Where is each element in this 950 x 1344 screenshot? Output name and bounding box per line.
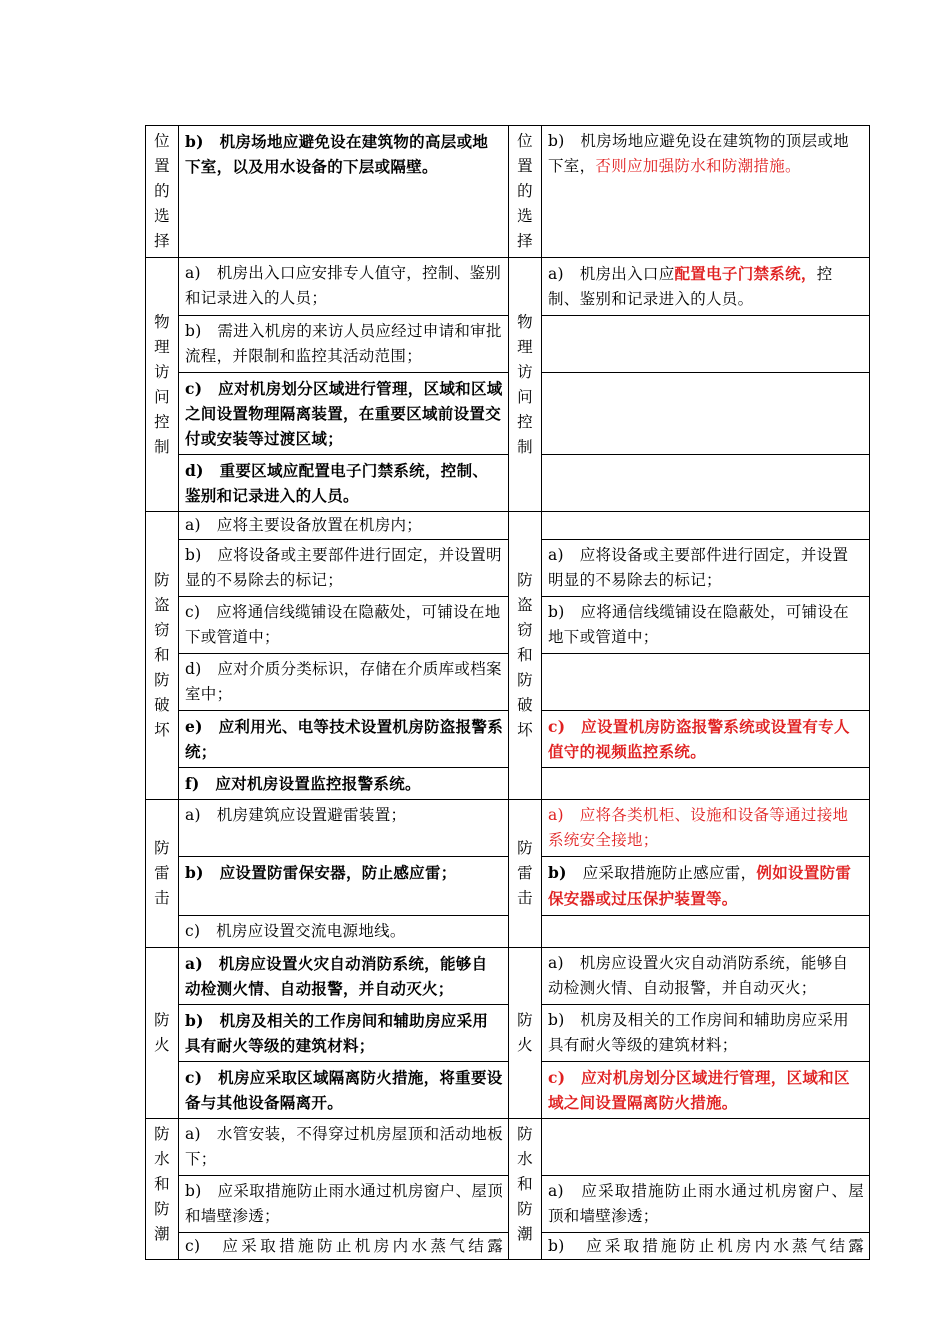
category-location-left: 位置的选择 xyxy=(146,126,179,258)
row-water-3 xyxy=(146,1233,870,1260)
category-theft-right: 防盗窃和防破坏 xyxy=(509,512,542,800)
category-access-right: 物理访问控制 xyxy=(509,258,542,512)
row-access-4 xyxy=(146,455,870,512)
theft-left-item-b: b) 应将设备或主要部件进行固定，并设置明显的不易除去的标记； xyxy=(179,540,509,597)
row-theft-6 xyxy=(146,768,870,800)
fire-right-item-c: c) 应对机房划分区域进行管理，区域和区域之间设置隔离防火措施。 xyxy=(542,1062,870,1119)
location-right-item: b) 机房场地应避免设在建筑物的顶层或地下室，否则应加强防水和防潮措施。 xyxy=(542,126,870,258)
category-water-left: 防水和防潮 xyxy=(146,1119,179,1260)
row-fire-2 xyxy=(146,1005,870,1062)
theft-left-item-d: d) 应对介质分类标识，存储在介质库或档案室中； xyxy=(179,654,509,711)
row-water-1 xyxy=(146,1119,870,1176)
row-fire-1 xyxy=(146,948,870,1005)
comparison-table xyxy=(145,125,870,1260)
fire-left-item-a: a) 机房应设置火灾自动消防系统，能够自动检测火情、自动报警，并自动灭火； xyxy=(179,948,509,1005)
theft-left-item-f: f) 应对机房设置监控报警系统。 xyxy=(179,768,509,800)
theft-right-item-a: a) 应将设备或主要部件进行固定，并设置明显的不易除去的标记； xyxy=(542,540,870,597)
theft-right-item-b: b) 应将通信线缆铺设在隐蔽处，可铺设在地下或管道中； xyxy=(542,597,870,654)
category-fire-right: 防火 xyxy=(509,948,542,1119)
lightning-right-empty xyxy=(542,916,870,948)
row-theft-1 xyxy=(146,512,870,540)
theft-left-item-c: c) 应将通信线缆铺设在隐蔽处，可铺设在地下或管道中； xyxy=(179,597,509,654)
lightning-left-item-c: c) 机房应设置交流电源地线。 xyxy=(179,916,509,948)
access-left-item-d: d) 重要区域应配置电子门禁系统，控制、鉴别和记录进入的人员。 xyxy=(179,455,509,512)
category-lightning-left: 防雷击 xyxy=(146,800,179,948)
access-right-item-a: a) 机房出入口应配置电子门禁系统，控制、鉴别和记录进入的人员。 xyxy=(542,258,870,316)
water-left-item-b: b) 应采取措施防止雨水通过机房窗户、屋顶和墙壁渗透； xyxy=(179,1176,509,1233)
access-left-item-c: c) 应对机房划分区域进行管理，区域和区域之间设置物理隔离装置，在重要区域前设置交付或安装等过渡区域； xyxy=(179,373,509,455)
row-lightning-1 xyxy=(146,800,870,857)
category-theft-left: 防盗窃和防破坏 xyxy=(146,512,179,800)
row-location xyxy=(146,126,870,258)
fire-left-item-b: b) 机房及相关的工作房间和辅助房应采用具有耐火等级的建筑材料； xyxy=(179,1005,509,1062)
category-fire-left: 防火 xyxy=(146,948,179,1119)
category-water-right: 防水和防潮 xyxy=(509,1119,542,1260)
row-theft-2 xyxy=(146,540,870,597)
water-right-empty xyxy=(542,1119,870,1176)
row-lightning-2 xyxy=(146,857,870,916)
access-left-item-b: b) 需进入机房的来访人员应经过申请和审批流程，并限制和监控其活动范围； xyxy=(179,316,509,373)
row-access-3 xyxy=(146,373,870,455)
theft-right-item-c: c) 应设置机房防盗报警系统或设置有专人值守的视频监控系统。 xyxy=(542,711,870,768)
water-right-item-a: a) 应采取措施防止雨水通过机房窗户、屋顶和墙壁渗透； xyxy=(542,1176,870,1233)
row-access-1 xyxy=(146,258,870,316)
lightning-left-item-b: b) 应设置防雷保安器，防止感应雷； xyxy=(179,857,509,916)
row-water-2 xyxy=(146,1176,870,1233)
lightning-right-item-b: b) 应采取措施防止感应雷，例如设置防雷保安器或过压保护装置等。 xyxy=(542,857,870,916)
access-right-empty xyxy=(542,373,870,455)
water-left-item-a: a) 水管安装，不得穿过机房屋顶和活动地板下； xyxy=(179,1119,509,1176)
row-access-2 xyxy=(146,316,870,373)
row-lightning-3 xyxy=(146,916,870,948)
fire-left-item-c: c) 机房应采取区域隔离防火措施，将重要设备与其他设备隔离开。 xyxy=(179,1062,509,1119)
location-left-item: b) 机房场地应避免设在建筑物的高层或地下室，以及用水设备的下层或隔壁。 xyxy=(179,126,509,258)
theft-right-empty xyxy=(542,512,870,540)
row-theft-3 xyxy=(146,597,870,654)
theft-left-item-e: e) 应利用光、电等技术设置机房防盗报警系统； xyxy=(179,711,509,768)
theft-right-empty xyxy=(542,768,870,800)
category-location-right: 位置的选择 xyxy=(509,126,542,258)
lightning-left-item-a: a) 机房建筑应设置避雷装置； xyxy=(179,800,509,857)
access-left-item-a: a) 机房出入口应安排专人值守，控制、鉴别和记录进入的人员； xyxy=(179,258,509,316)
access-right-empty xyxy=(542,455,870,512)
lightning-right-item-a: a) 应将各类机柜、设施和设备等通过接地系统安全接地； xyxy=(542,800,870,857)
row-theft-4 xyxy=(146,654,870,711)
category-lightning-right: 防雷击 xyxy=(509,800,542,948)
fire-right-item-b: b) 机房及相关的工作房间和辅助房应采用具有耐火等级的建筑材料； xyxy=(542,1005,870,1062)
access-right-empty xyxy=(542,316,870,373)
category-access-left: 物理访问控制 xyxy=(146,258,179,512)
row-fire-3 xyxy=(146,1062,870,1119)
water-left-item-c: c) 应采取措施防止机房内水蒸气结露 xyxy=(179,1233,509,1260)
theft-left-item-a: a) 应将主要设备放置在机房内； xyxy=(179,512,509,540)
theft-right-empty xyxy=(542,654,870,711)
row-theft-5 xyxy=(146,711,870,768)
water-right-item-b: b) 应采取措施防止机房内水蒸气结露 xyxy=(542,1233,870,1260)
fire-right-item-a: a) 机房应设置火灾自动消防系统，能够自动检测火情、自动报警，并自动灭火； xyxy=(542,948,870,1005)
